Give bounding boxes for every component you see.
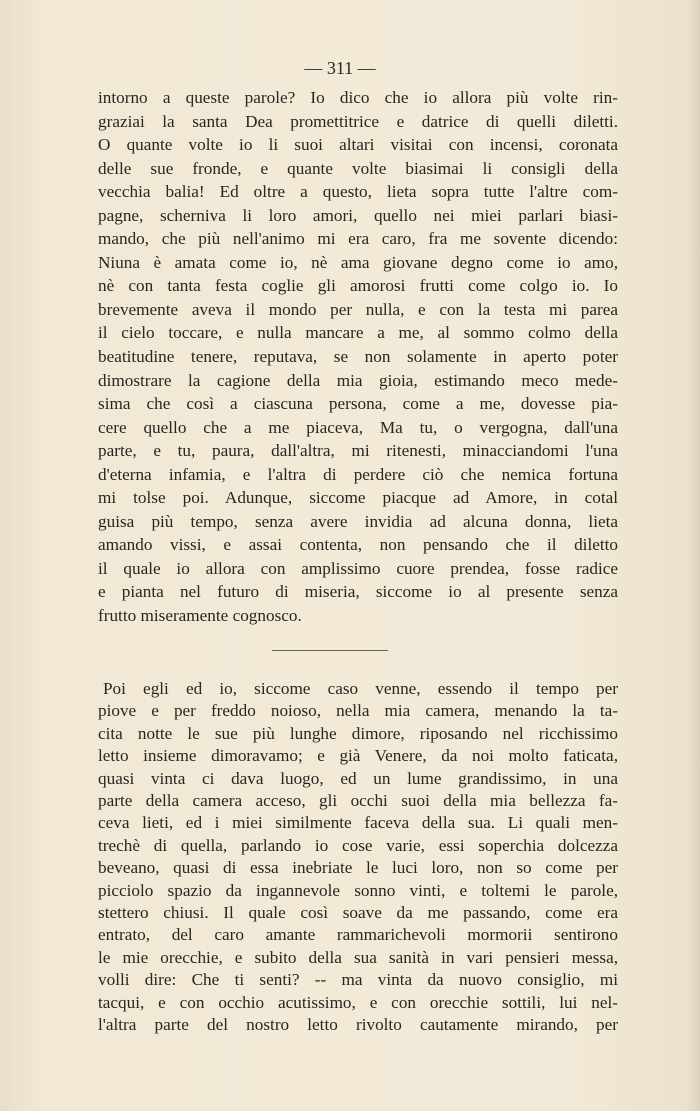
- text-line: intorno a queste parole? Io dico che io allora più volte rin-: [98, 88, 618, 107]
- text-line: cere quello che a me piaceva, Ma tu, o vergogna, dall'una: [98, 417, 618, 437]
- text-line: Niuna è amata come io, nè ama giovane degno come io amo,: [98, 252, 618, 272]
- text-line: quasi vinta ci dava luogo, ed un lume grandissimo, in una: [98, 768, 618, 788]
- text-line: ceva lieti, ed i miei similmente faceva della sua. Li quali men-: [98, 813, 618, 833]
- text-line: delle sue fronde, e quante volte biasimai li consigli della: [98, 158, 618, 178]
- page-edge-shadow: [686, 0, 700, 1111]
- text-line: letto insieme dimoravamo; e già Venere, da noi molto faticata,: [98, 746, 618, 766]
- text-line: O quante volte io li suoi altari visitai con incensi, coronata: [98, 135, 618, 155]
- text-line: graziai la santa Dea promettitrice e datrice di quelli diletti.: [98, 111, 618, 131]
- text-line: guisa più tempo, senza avere invidia ad alcuna donna, lieta: [98, 511, 618, 531]
- text-line: Poi egli ed io, siccome caso venne, essendo il tempo per: [103, 679, 618, 698]
- text-line: l'altra parte del nostro letto rivolto cautamente mirando, per: [98, 1015, 618, 1035]
- text-line: brevemente aveva il mondo per nulla, e con la testa mi parea: [98, 299, 618, 319]
- text-line: le mie orecchie, e subito della sua sanità in vari pensieri messa,: [98, 947, 618, 967]
- text-line: trechè di quella, parlando io cose varie, essi soperchia dolcezza: [98, 835, 618, 855]
- text-line: parte, e tu, paura, dall'altra, mi ritenesti, minacciandomi l'una: [98, 441, 618, 461]
- text-line: il quale io allora con amplissimo cuore prendea, fosse radice: [98, 558, 618, 578]
- text-line: cita notte le sue più lunghe dimore, riposando nel ricchissimo: [98, 723, 618, 743]
- page-number: — 311 —: [304, 58, 376, 78]
- text-line: nè con tanta festa coglie gli amorosi frutti come colgo io. Io: [98, 276, 618, 296]
- text-line: il cielo toccare, e nulla mancare a me, al sommo colmo della: [98, 323, 618, 343]
- text-line: sima che così a ciascuna persona, come a me, dovesse pia-: [98, 394, 618, 414]
- text-line: stettero chiusi. Il quale così soave da me passando, come era: [98, 903, 618, 923]
- text-line: piove e per freddo noioso, nella mia camera, menando la ta-: [98, 701, 618, 721]
- text-line: mi tolse poi. Adunque, siccome piacque ad Amore, in cotal: [98, 488, 618, 508]
- text-line: entrato, del caro amante rammarichevoli mormorii sentirono: [98, 925, 618, 945]
- text-line: picciolo spazio da ingannevole sonno vinti, e toltemi le parole,: [98, 880, 618, 900]
- paragraph-2: [98, 678, 618, 1037]
- text-line: vecchia balia! Ed oltre a questo, lieta sopra tutte l'altre com-: [98, 182, 618, 202]
- text-line: beveano, quasi di essa inebriate le luci loro, non so come per: [98, 858, 618, 878]
- text-line: parte della camera acceso, gli occhi suoi della mia bellezza fa-: [98, 791, 618, 811]
- text-line: beatitudine tenere, reputava, se non solamente in aperto poter: [98, 347, 618, 367]
- text-line: frutto miseramente cognosco.: [98, 606, 302, 626]
- text-line: amando vissi, e assai contenta, non pensando che il diletto: [98, 535, 618, 555]
- text-line: dimostrare la cagione della mia gioia, estimando meco mede-: [98, 370, 618, 390]
- text-line: tacqui, e con occhio acutissimo, e con orecchie sottili, lui nel-: [98, 992, 618, 1012]
- text-line: volli dire: Che ti senti? -- ma vinta da nuovo consiglio, mi: [98, 970, 618, 990]
- paragraph-1: [98, 86, 618, 628]
- text-line: pagne, scherniva li loro amori, quello nei miei parlari biasi-: [98, 205, 618, 225]
- text-line: mando, che più nell'animo mi era caro, fra me sovente dicendo:: [98, 229, 618, 249]
- section-divider: [272, 650, 388, 651]
- text-line: e pianta nel futuro di miseria, siccome io al presente senza: [98, 582, 618, 602]
- text-line: d'eterna infamia, e l'altra di perdere ciò che nemica fortuna: [98, 464, 618, 484]
